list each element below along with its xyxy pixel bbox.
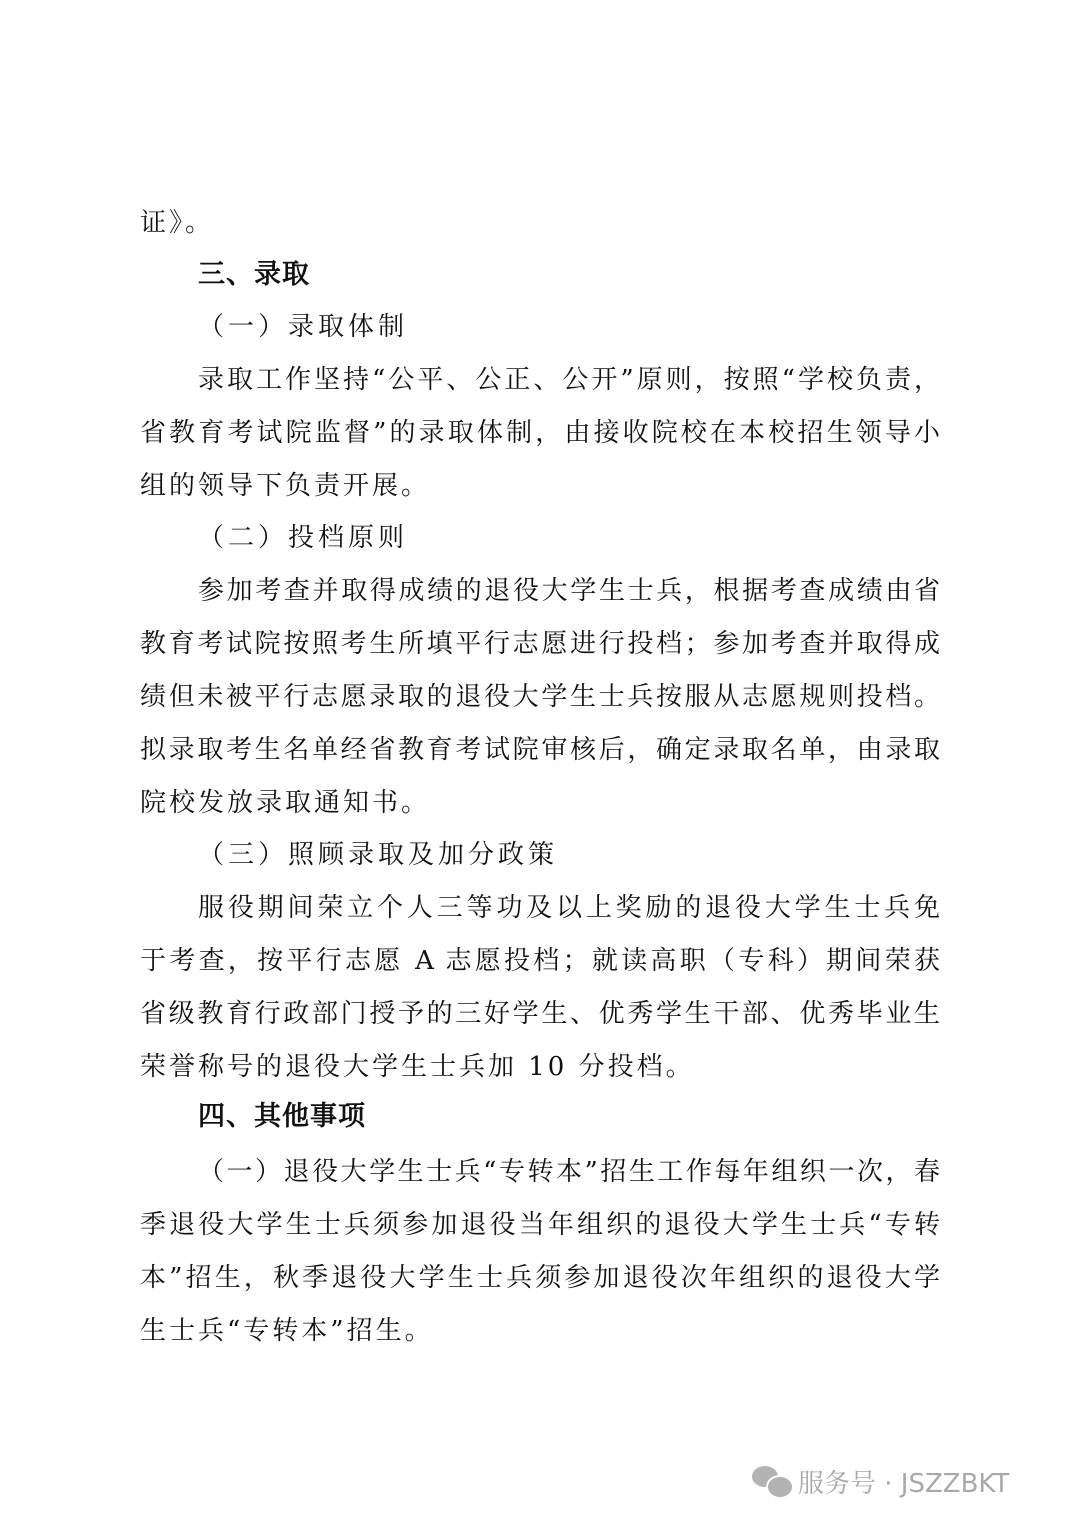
- body-line: 录取工作坚持“公平、公正、公开”原则，按照“学校负责，: [198, 365, 940, 395]
- body-line: 院校发放录取通知书。: [140, 788, 431, 818]
- body-line: 本”招生，秋季退役大学生士兵须参加退役次年组织的退役大学: [140, 1263, 940, 1293]
- watermark: [752, 1464, 1009, 1498]
- body-line: 参加考查并取得成绩的退役大学生士兵，根据考查成绩由省: [198, 576, 940, 606]
- body-line: 证》。: [140, 208, 215, 238]
- body-line: 省级教育行政部门授予的三好学生、优秀学生干部、优秀毕业生: [140, 999, 940, 1029]
- body-line: 荣誉称号的退役大学生士兵加 10 分投档。: [140, 1052, 695, 1082]
- subsection-heading-admission-system: （一）录取体制: [198, 312, 409, 342]
- watermark-text: 服务号 · JSZZBKT: [798, 1468, 1010, 1499]
- section-heading-admission: 三、录取: [198, 259, 310, 290]
- body-line: 组的领导下负责开展。: [140, 471, 431, 501]
- subsection-heading-filing-principles: （二）投档原则: [198, 523, 409, 553]
- body-line: 服役期间荣立个人三等功及以上奖励的退役大学生士兵免: [198, 893, 940, 923]
- body-line: 季退役大学生士兵须参加退役当年组织的退役大学生士兵“专转: [140, 1210, 940, 1240]
- body-line: （一）退役大学生士兵“专转本”招生工作每年组织一次，春: [198, 1157, 940, 1187]
- body-line: 生士兵“专转本”招生。: [140, 1316, 434, 1346]
- body-line: 省教育考试院监督”的录取体制，由接收院校在本校招生领导小: [140, 418, 940, 448]
- body-line: 教育考试院按照考生所填平行志愿进行投档；参加考查并取得成: [140, 629, 940, 659]
- body-line: 拟录取考生名单经省教育考试院审核后，确定录取名单，由录取: [140, 735, 940, 765]
- subsection-heading-bonus-policy: （三）照顾录取及加分政策: [198, 840, 559, 870]
- wechat-icon: [752, 1466, 792, 1496]
- section-heading-other-matters: 四、其他事项: [198, 1101, 366, 1132]
- body-line: 于考查，按平行志愿 A 志愿投档；就读高职（专科）期间荣获: [140, 946, 940, 976]
- body-line: 绩但未被平行志愿录取的退役大学生士兵按服从志愿规则投档。: [140, 682, 940, 712]
